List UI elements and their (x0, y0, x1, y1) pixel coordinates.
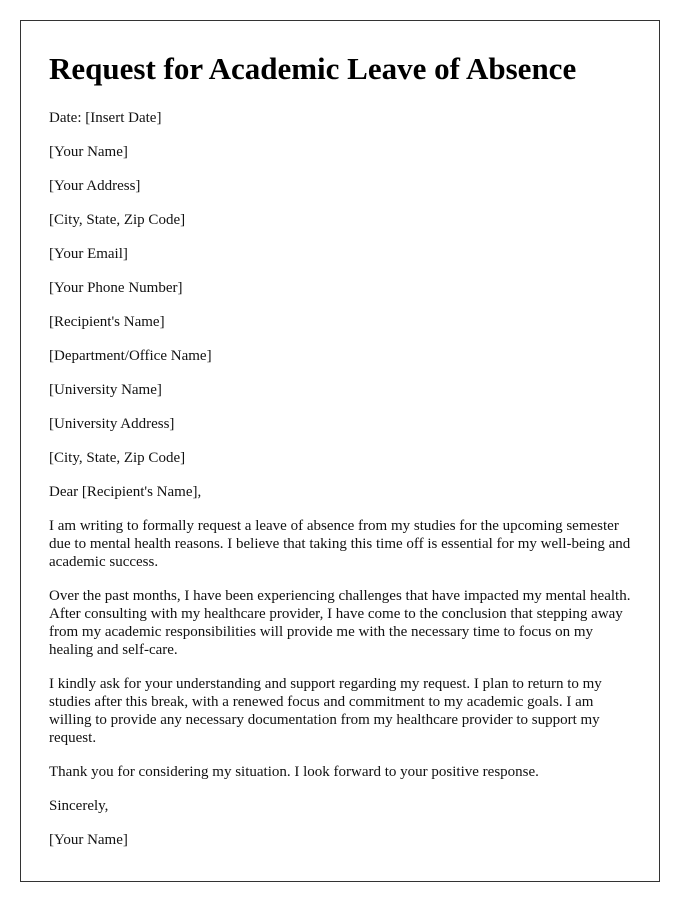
sender-email: [Your Email] (49, 246, 128, 262)
sender-address: [Your Address] (49, 178, 141, 194)
letter-page (20, 20, 660, 882)
body-paragraph-1: I am writing to formally request a leave of absence from my studies for the upcoming semester due to mental health reasons. I believe that taking this time off is essential for my well-being and academic success. (49, 518, 631, 570)
sender-phone: [Your Phone Number] (49, 280, 183, 296)
salutation: Dear [Recipient's Name], (49, 484, 202, 500)
sender-city-state-zip: [City, State, Zip Code] (49, 212, 186, 228)
sender-name: [Your Name] (49, 144, 128, 160)
closing: Sincerely, (49, 798, 109, 814)
signature: [Your Name] (49, 832, 128, 848)
recipient-address: [University Address] (49, 416, 175, 432)
letter-title: Request for Academic Leave of Absence (49, 51, 577, 86)
body-paragraph-3: I kindly ask for your understanding and support regarding my request. I plan to return to my studies after this break, with a renewed focus and commitment to my academic goals. I am willing to provide any necessary documentation from my healthcare provider to support my request. (49, 676, 602, 746)
recipient-department: [Department/Office Name] (49, 348, 212, 364)
body-paragraph-4: Thank you for considering my situation. I look forward to your positive response. (49, 764, 539, 780)
recipient-university: [University Name] (49, 382, 162, 398)
letter-content (49, 51, 639, 865)
recipient-name: [Recipient's Name] (49, 314, 165, 330)
body-paragraph-2: Over the past months, I have been experiencing challenges that have impacted my mental health. After consulting with my healthcare provider, I have come to the conclusion that stepping away from my academic responsibilities will provide me with the necessary time to focus on my healing and self-care. (49, 588, 631, 658)
date-line: Date: [Insert Date] (49, 110, 162, 126)
recipient-city-state-zip: [City, State, Zip Code] (49, 450, 186, 466)
